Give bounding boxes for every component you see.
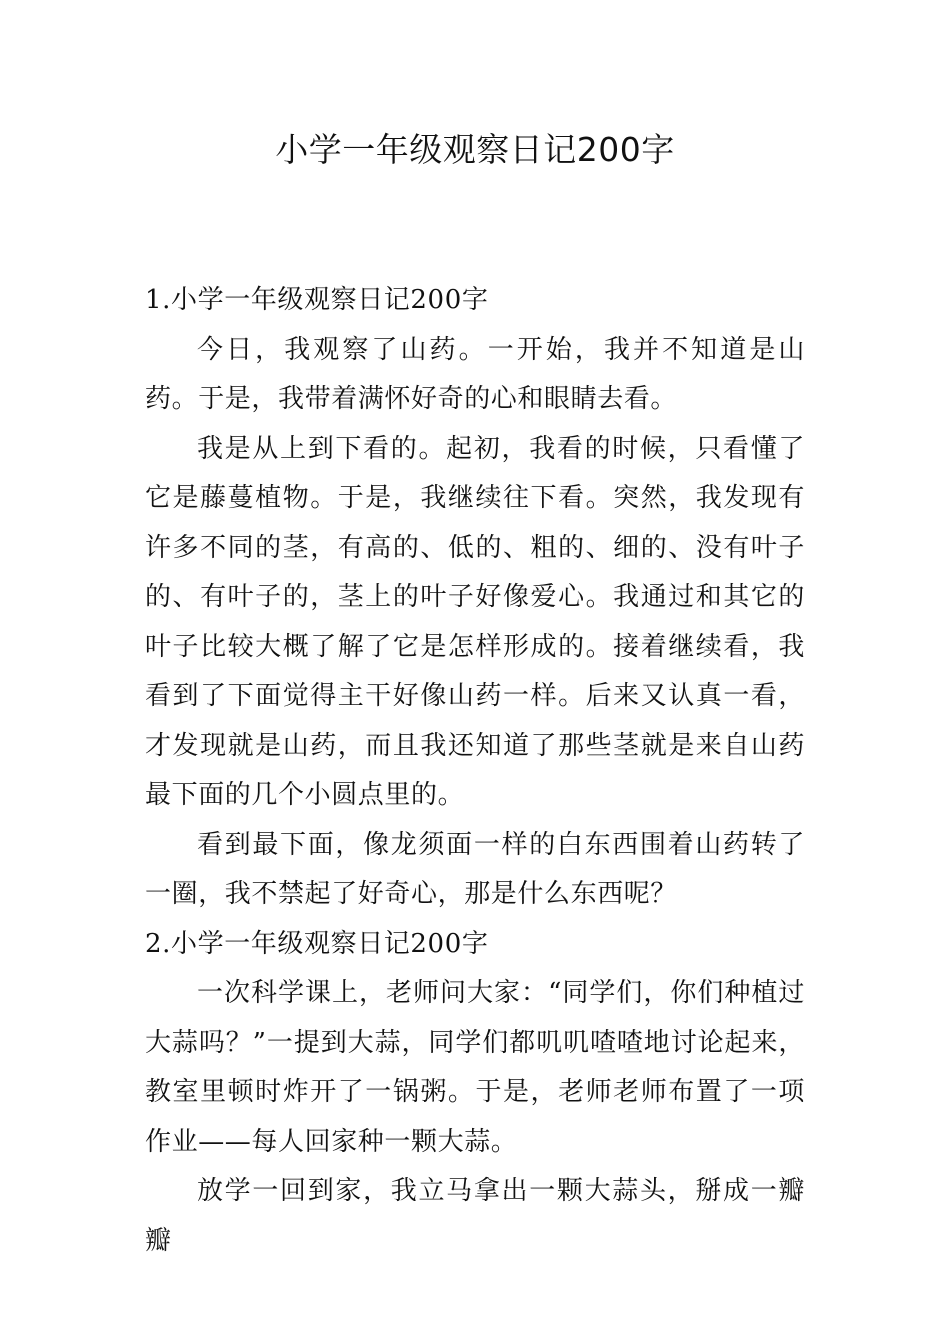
paragraph: 今日，我观察了山药。一开始，我并不知道是山药。于是，我带着满怀好奇的心和眼睛去看。 bbox=[145, 334, 805, 414]
document-body bbox=[145, 276, 805, 1266]
page-title: 小学一年级观察日记200字 bbox=[275, 130, 675, 169]
section-heading: 2.小学一年级观察日记200字 bbox=[145, 928, 489, 959]
paragraph: 一次科学课上，老师问大家：“同学们，你们种植过大蒜吗？”一提到大蒜，同学们都叽叽喳喳地讨论起来，教室里顿时炸开了一锅粥。于是，老师老师布置了一项作业——每人回家种一颗大蒜。 bbox=[145, 978, 805, 1157]
section-2 bbox=[145, 920, 805, 1267]
paragraph: 我是从上到下看的。起初，我看的时候，只看懂了它是藤蔓植物。于是，我继续往下看。突然，我发现有许多不同的茎，有高的、低的、粗的、细的、没有叶子的、有叶子的，茎上的叶子好像爱心。我通过和其它的叶子比较大概了解了它是怎样形成的。接着继续看，我看到了下面觉得主干好像山药一样。后来又认真一看，才发现就是山药，而且我还知道了那些茎就是来自山药最下面的几个小圆点里的。 bbox=[145, 433, 805, 810]
section-1 bbox=[145, 276, 805, 920]
section-heading: 1.小学一年级观察日记200字 bbox=[145, 285, 489, 315]
paragraph: 看到最下面，像龙须面一样的白东西围着山药转了一圈，我不禁起了好奇心，那是什么东西呢？ bbox=[145, 829, 805, 909]
paragraph: 放学一回到家，我立马拿出一颗大蒜头，掰成一瓣瓣 bbox=[145, 1176, 805, 1256]
